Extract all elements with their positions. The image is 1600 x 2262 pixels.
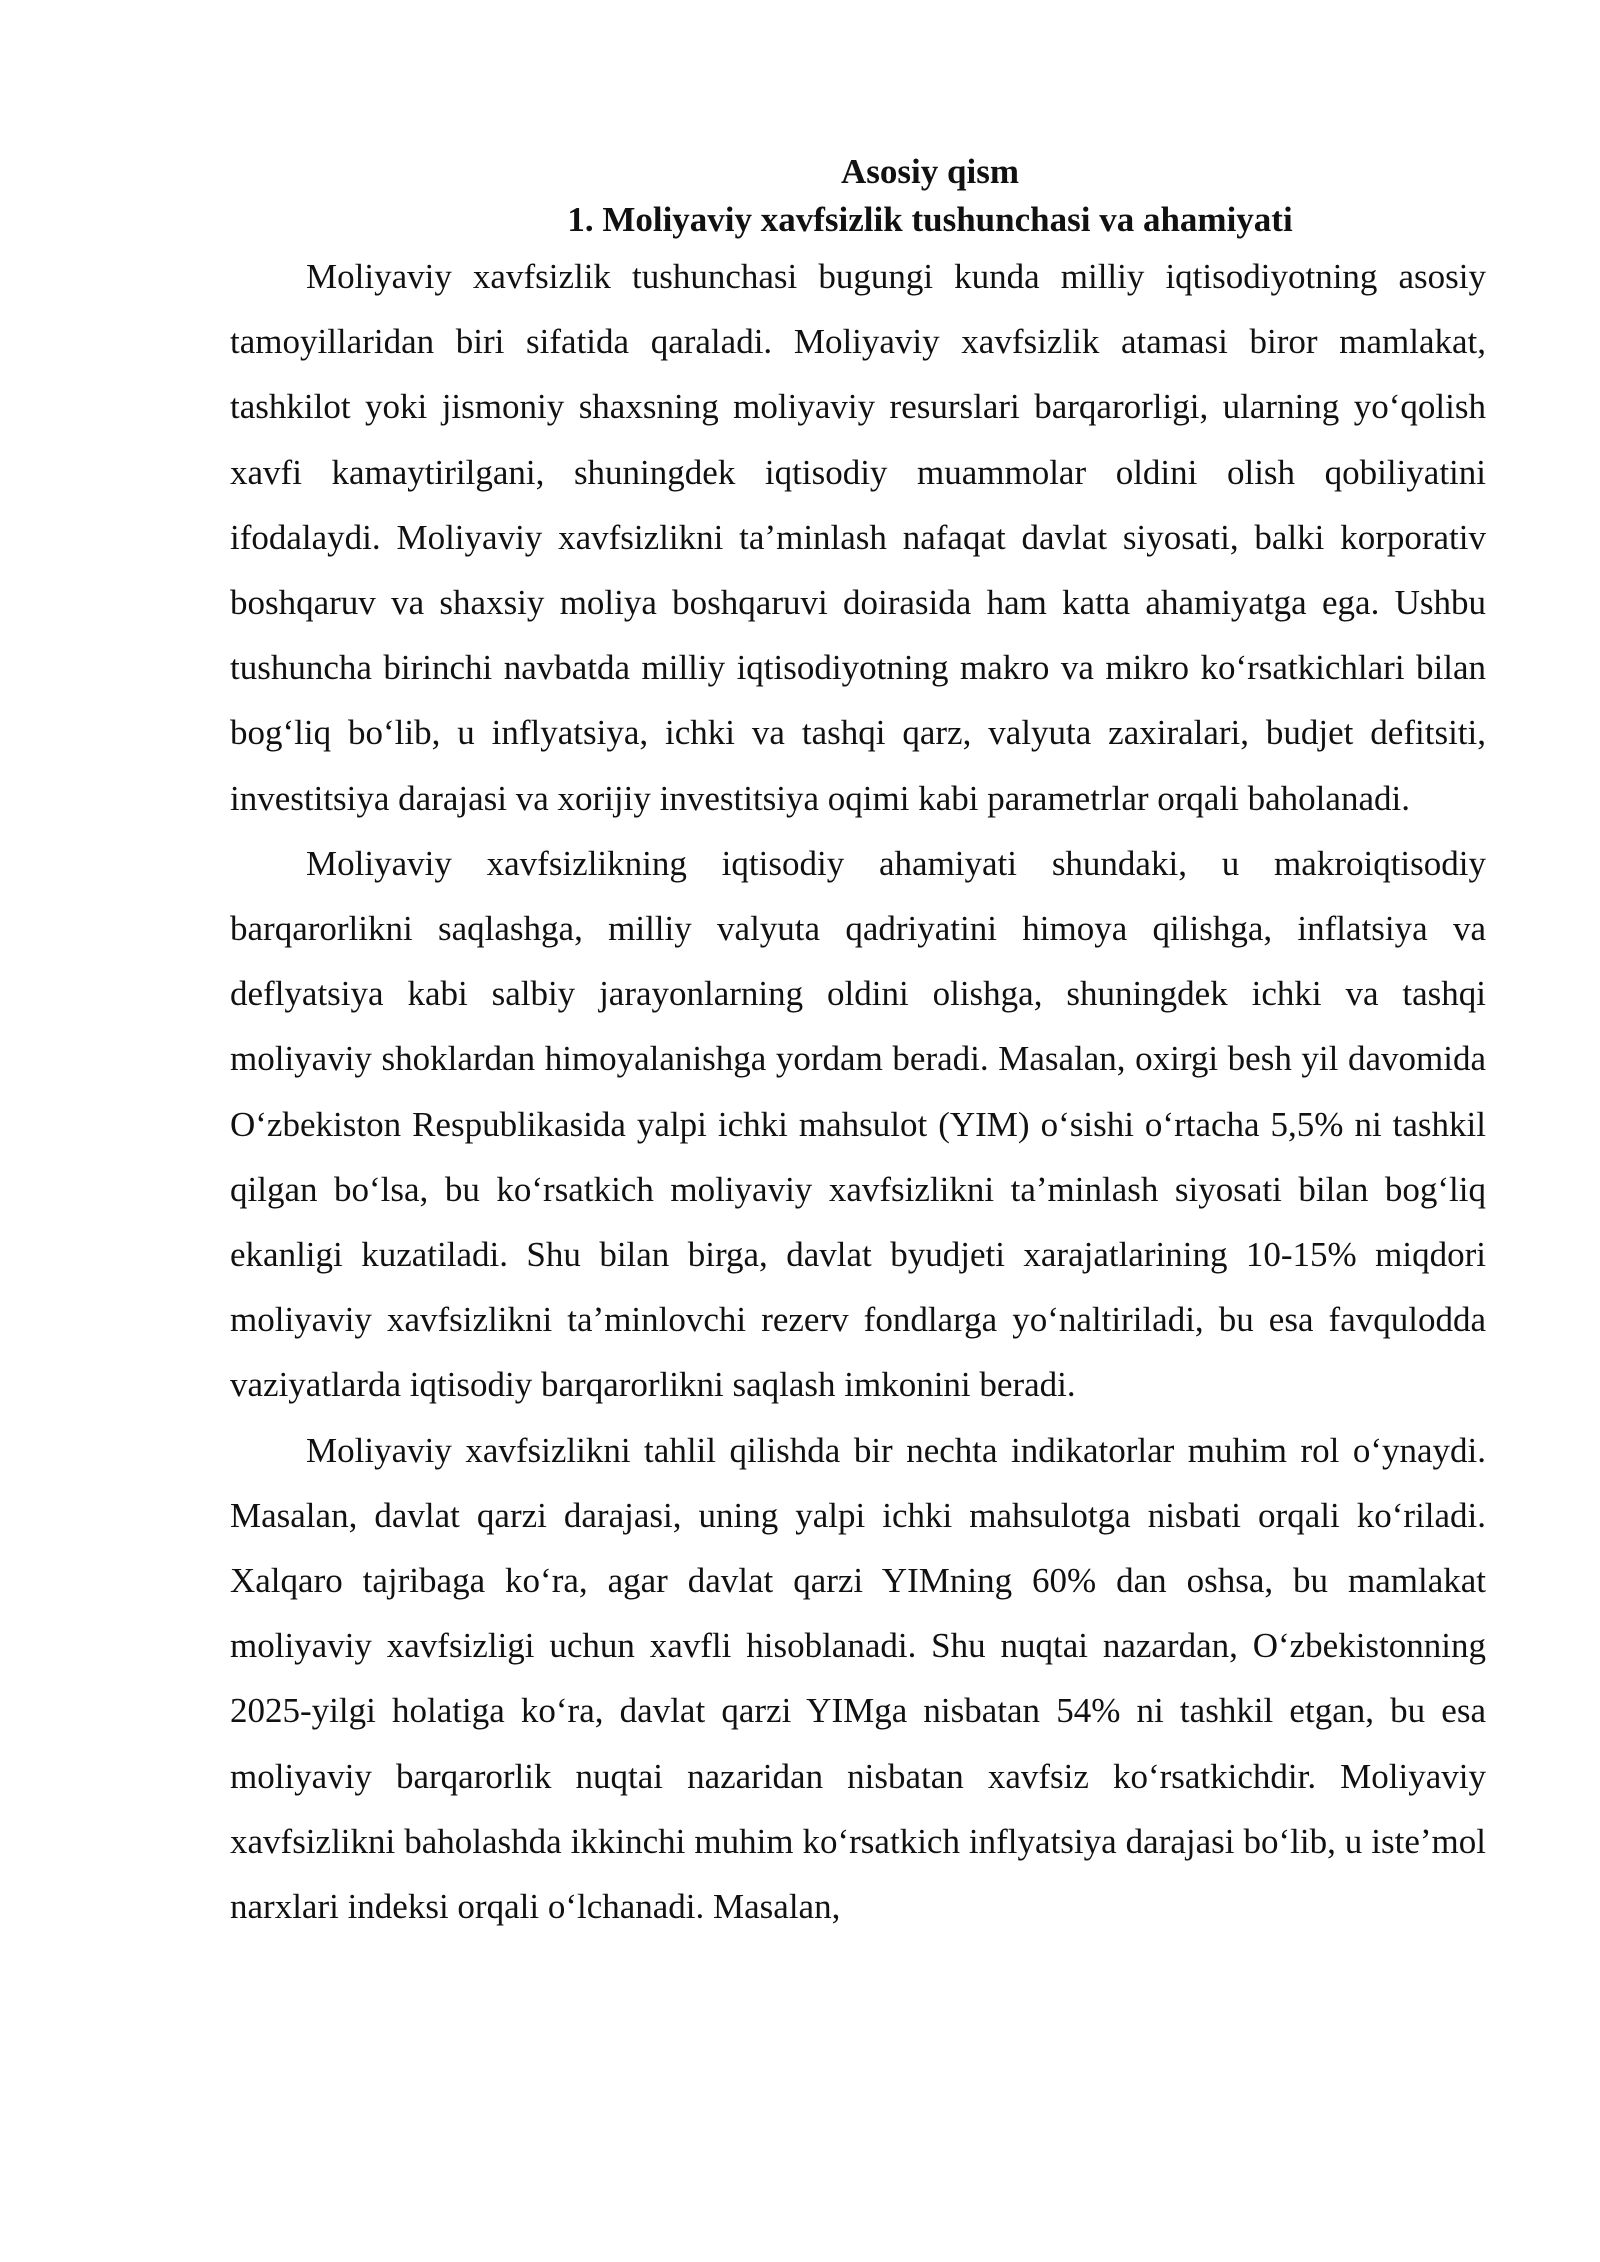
paragraph: Moliyaviy xavfsizlikni tahlil qilishda bir nechta indikatorlar muhim rol oʻynaydi. Masalan, davlat qarzi darajasi, uning yalpi ichki mahsulotga nisbati orqali koʻriladi. Xalqaro tajribaga koʻra, agar davlat qarzi YIMning 60% dan oshsa, bu mamlakat moliyaviy xavfsizligi uchun xavfli hisoblanadi. Shu nuqtai nazardan, Oʻzbekistonning 2025-yilgi holatiga koʻra, davlat qarzi YIMga nisbatan 54% ni tashkil etgan, bu esa moliyaviy barqarorlik nuqtai nazaridan nisbatan xavfsiz koʻrsatkichdir. Moliyaviy xavfsizlikni baholashda ikkinchi muhim koʻrsatkich inflyatsiya darajasi boʻlib, u isteʼmol narxlari indeksi orqali oʻlchanadi. Masalan, [230, 1430, 1486, 1927]
page-heading: Asosiy qism [841, 152, 1019, 191]
paragraph: Moliyaviy xavfsizlik tushunchasi bugungi kunda milliy iqtisodiyotning asosiy tamoyillaridan biri sifatida qaraladi. Moliyaviy xavfsizlik atamasi biror mamlakat, tashkilot yoki jismoniy shaxsning moliyaviy resurslari barqarorligi, ularning yoʻqolish xavfi kamaytirilgani, shuningdek iqtisodiy muammolar oldini olish qobiliyatini ifodalaydi. Moliyaviy xavfsizlikni taʼminlash nafaqat davlat siyosati, balki korporativ boshqaruv va shaxsiy moliya boshqaruvi doirasida ham katta ahamiyatga ega. Ushbu tushuncha birinchi navbatda milliy iqtisodiyotning makro va mikro koʻrsatkichlari bilan bogʻliq boʻlib, u inflyatsiya, ichki va tashqi qarz, valyuta zaxiralari, budjet defitsiti, investitsiya darajasi va xorijiy investitsiya oqimi kabi parametrlar orqali baholanadi. [230, 257, 1486, 818]
paragraph: Moliyaviy xavfsizlikning iqtisodiy ahamiyati shundaki, u makroiqtisodiy barqarorlikni saqlashga, milliy valyuta qadriyatini himoya qilishga, inflatsiya va deflyatsiya kabi salbiy jarayonlarning oldini olishga, shuningdek ichki va tashqi moliyaviy shoklardan himoyalanishga yordam beradi. Masalan, oxirgi besh yil davomida Oʻzbekiston Respublikasida yalpi ichki mahsulot (YIM) oʻsishi oʻrtacha 5,5% ni tashkil qilgan boʻlsa, bu koʻrsatkich moliyaviy xavfsizlikni taʼminlash siyosati bilan bogʻliq ekanligi kuzatiladi. Shu bilan birga, davlat byudjeti xarajatlarining 10-15% miqdori moliyaviy xavfsizlikni taʼminlovchi rezerv fondlarga yoʻnaltiriladi, bu esa favqulodda vaziyatlarda iqtisodiy barqarorlikni saqlash imkonini beradi. [230, 843, 1486, 1405]
document-body [230, 148, 1486, 1939]
section-title: 1. Moliyaviy xavfsizlik tushunchasi va ahamiyati [567, 200, 1293, 239]
